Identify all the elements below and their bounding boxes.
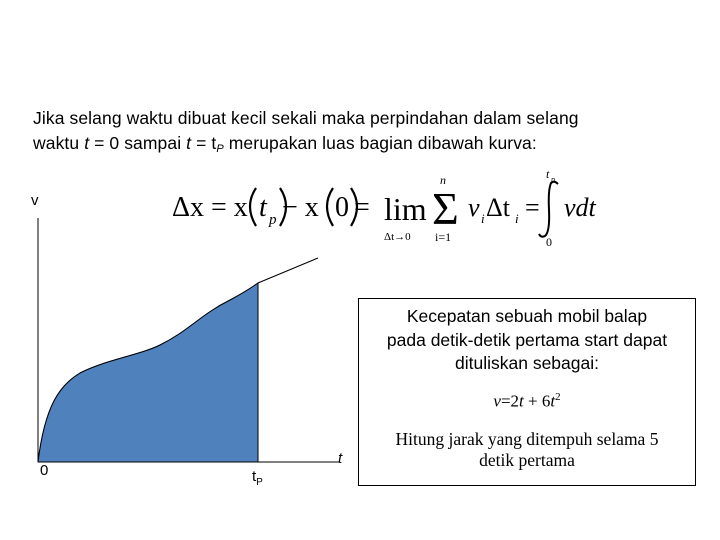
task-line-2: detik pertama <box>479 450 575 470</box>
formula-sigma-top: n <box>440 173 446 187</box>
formula-equals-1: = <box>354 192 370 223</box>
formula-dx: Δx = x <box>172 192 248 223</box>
formula-integrand: vdt <box>564 193 596 222</box>
var-t: t <box>186 133 192 153</box>
formula-int-upper-sub: p <box>551 175 555 184</box>
tp-label-sub: P <box>256 477 263 488</box>
formula-dt-sub: i <box>515 211 519 226</box>
var-t: t <box>84 133 90 153</box>
eq-exponent: 2 <box>555 391 561 403</box>
intro-text-part: merupakan luas bagian dibawah kurva: <box>223 133 537 153</box>
eq-part: =2 <box>500 391 520 411</box>
problem-line-2: pada detik-detik pertama start dapat <box>386 329 668 350</box>
formula-equals-2: = <box>525 193 540 222</box>
formula-lim: lim <box>384 191 427 227</box>
problem-description <box>359 305 695 376</box>
eq-t: t <box>550 391 556 411</box>
tp-label-t: t <box>252 468 257 485</box>
origin-label: 0 <box>40 462 49 479</box>
formula-minus-x: − x <box>282 192 319 223</box>
problem-box <box>358 298 696 486</box>
formula-tp-sub: p <box>269 212 277 228</box>
formula-sigma: Σ <box>432 183 459 234</box>
problem-line-3: dituliskan sebagai: <box>455 353 599 373</box>
formula-vi-sub: i <box>481 211 485 226</box>
velocity-equation <box>359 391 695 412</box>
eq-part: + 6 <box>523 391 551 411</box>
formula-sigma-bottom: i=1 <box>435 230 452 244</box>
tp-axis-label <box>252 468 263 488</box>
eq-t: t <box>519 391 524 411</box>
formula-dt: Δt <box>486 193 510 222</box>
area-under-curve <box>38 283 258 462</box>
eq-v: v <box>493 391 501 411</box>
intro-line-1: Jika selang waktu dibuat kecil sekali maka perpindahan dalam selang <box>33 108 579 128</box>
t-axis-label: t <box>338 450 343 467</box>
formula-zero: 0 <box>335 192 349 223</box>
intro-text-part: = t <box>191 133 217 153</box>
problem-line-1: Kecepatan sebuah mobil balap <box>406 306 648 326</box>
task-line-1: Hitung jarak yang ditempuh selama 5 <box>395 429 659 449</box>
formula-lim-sub: Δt→0 <box>384 231 411 243</box>
problem-task <box>359 429 695 471</box>
formula-int-lower: 0 <box>546 235 552 249</box>
subscript-p: P <box>216 143 224 155</box>
formula-int-upper: t <box>546 170 550 181</box>
formula-tp: t <box>259 192 267 223</box>
formula-vi: v <box>468 193 480 222</box>
v-axis-label: v <box>31 192 39 209</box>
intro-text-part: waktu <box>33 133 85 153</box>
intro-text-part: = 0 sampai <box>89 133 187 153</box>
